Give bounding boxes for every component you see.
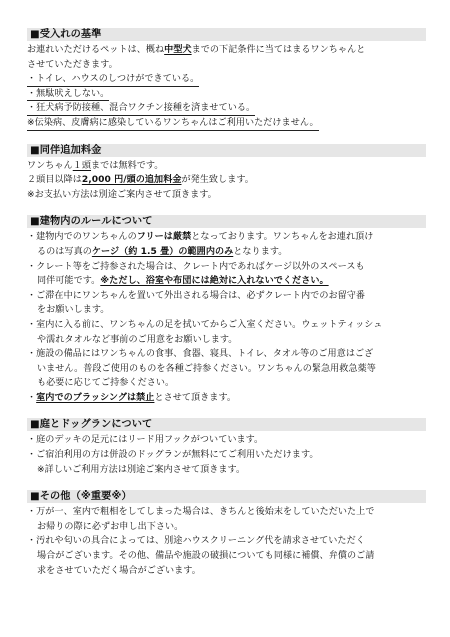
text-line bbox=[27, 289, 426, 304]
line-text bbox=[27, 117, 319, 131]
text-span: ・狂犬病予防接種、混合ワクチン接種を済ませている。 bbox=[27, 103, 256, 114]
line-text bbox=[37, 276, 329, 286]
emphasis-text: 2,000 円/頭の追加料金 bbox=[81, 175, 182, 186]
section-heading: ■その他（※重要※） bbox=[27, 490, 426, 503]
text-span: いません。普段ご使用のものを各種ご持参ください。ワンちゃんの緊急用救急薬等 bbox=[37, 363, 376, 374]
text-span: ・ご宿泊利用の方は併設のドッグランが無料にてご利用いただけます。 bbox=[27, 450, 319, 461]
line-text bbox=[27, 320, 382, 330]
line-text bbox=[27, 291, 365, 301]
text-line bbox=[27, 333, 426, 348]
text-line bbox=[27, 230, 426, 245]
text-span: や濡れタオルなど事前のご用意をお願いします。 bbox=[37, 334, 238, 345]
text-span: ・万が一、室内で粗相をしてしまった場合は、きちんと後始末をしていただいた上で bbox=[27, 507, 375, 518]
line-text bbox=[37, 551, 374, 561]
line-text bbox=[27, 507, 374, 517]
text-line bbox=[27, 245, 426, 260]
section-heading: ■庭とドッグランについて bbox=[27, 418, 426, 431]
emphasis-text: ケージ（約 1.5 畳）の範囲内のみ bbox=[91, 246, 234, 257]
emphasis-text: 中型犬 bbox=[164, 45, 192, 55]
emphasis-text: ※ただし、浴室や布団には絶対に入れないでください。 bbox=[100, 276, 329, 287]
text-span: るのは写真の bbox=[37, 246, 92, 257]
line-text bbox=[37, 335, 237, 345]
text-line bbox=[27, 376, 426, 391]
text-line bbox=[27, 463, 426, 478]
emphasis-text: フリーは厳禁 bbox=[136, 232, 192, 243]
line-text bbox=[27, 73, 199, 87]
text-span: をお願いします。 bbox=[37, 305, 110, 316]
line-text bbox=[37, 465, 245, 475]
text-line bbox=[27, 303, 426, 318]
section bbox=[27, 418, 426, 477]
text-line bbox=[27, 433, 426, 448]
line-text bbox=[37, 247, 287, 257]
section-heading: ■受入れの基準 bbox=[27, 28, 426, 41]
section-heading: ■同伴追加料金 bbox=[27, 144, 426, 157]
text-span: が発生致します。 bbox=[181, 175, 254, 186]
text-span: １頭 bbox=[72, 160, 92, 171]
text-span: ・ご滞在中にワンちゃんを置いて外出される場合は、必ずクレート内でのお留守番 bbox=[27, 290, 366, 301]
line-text bbox=[27, 102, 255, 116]
text-span: させていただきます。 bbox=[27, 59, 118, 70]
text-line bbox=[27, 347, 426, 362]
section bbox=[27, 490, 426, 578]
text-line bbox=[27, 318, 426, 333]
text-line bbox=[27, 87, 426, 102]
text-span: ※お支払い方法は別途ご案内させて頂きます。 bbox=[27, 189, 217, 200]
text-line bbox=[27, 116, 426, 131]
line-text bbox=[27, 393, 236, 403]
text-span: ・庭のデッキの足元にはリード用フックがついています。 bbox=[27, 435, 264, 446]
text-line bbox=[27, 564, 426, 579]
text-span: ２頭目以降は bbox=[27, 175, 82, 186]
line-text bbox=[27, 161, 163, 171]
text-span: ・無駄吠えしない。 bbox=[27, 88, 110, 99]
line-text bbox=[37, 305, 109, 315]
text-span: ・クレート等をご持参された場合は、クレート内であればケージ以外のスペースも bbox=[27, 261, 365, 272]
text-span: お帰りの際に必ずお申し出下さい。 bbox=[37, 521, 184, 532]
text-line bbox=[27, 260, 426, 275]
text-line bbox=[27, 159, 426, 174]
line-text bbox=[27, 536, 365, 546]
line-text bbox=[27, 60, 118, 70]
text-line bbox=[27, 448, 426, 463]
text-span: ・ bbox=[27, 392, 37, 403]
line-text bbox=[27, 45, 365, 55]
line-text bbox=[27, 349, 373, 359]
text-span: ・汚れや匂いの具合によっては、別途ハウスクリーニング代を請求させていただく bbox=[27, 536, 365, 547]
text-line bbox=[27, 520, 426, 535]
text-span: とさせて頂きます。 bbox=[154, 392, 237, 403]
text-span: 場合がございます。その他、備品や施設の破損についても同様に補償、弁償のご請 bbox=[37, 551, 375, 562]
text-line bbox=[27, 274, 426, 289]
line-text bbox=[37, 522, 183, 532]
text-line bbox=[27, 391, 426, 406]
line-text bbox=[37, 378, 174, 388]
text-span: お連れいただけるペットは、概ね bbox=[27, 45, 165, 55]
emphasis-text: 室内でのブラッシングは禁止 bbox=[36, 392, 155, 403]
line-text bbox=[27, 190, 217, 200]
section bbox=[27, 144, 426, 203]
text-line bbox=[27, 549, 426, 564]
text-span: ・建物内でのワンちゃんの bbox=[27, 232, 137, 243]
text-span: ・施設の備品にはワンちゃんの食事、食器、寝具、トイレ、タオル等のご用意はござ bbox=[27, 349, 374, 360]
text-span: 求をさせていただく場合がございます。 bbox=[37, 565, 201, 576]
line-text bbox=[27, 88, 109, 102]
text-span: ・室内に入る前に、ワンちゃんの足を拭いてからご入室ください。ウェットティッシュ bbox=[27, 319, 383, 330]
text-span: も必要に応じてご持参ください。 bbox=[37, 378, 175, 389]
text-span: までの下記条件に当てはまるワンちゃんと bbox=[191, 45, 366, 55]
line-text bbox=[27, 435, 263, 445]
section-heading: ■建物内のルールについて bbox=[27, 215, 426, 228]
text-span: ・トイレ、ハウスのしつけができている。 bbox=[27, 74, 200, 85]
text-line bbox=[27, 58, 426, 73]
text-line bbox=[27, 505, 426, 520]
text-line bbox=[27, 43, 426, 58]
text-line bbox=[27, 72, 426, 87]
text-span: となっております。ワンちゃんをお連れ頂け bbox=[191, 232, 374, 243]
text-span: までは無料です。 bbox=[91, 160, 164, 171]
text-line bbox=[27, 534, 426, 549]
line-text bbox=[37, 566, 201, 576]
line-text bbox=[27, 450, 319, 460]
section bbox=[27, 215, 426, 405]
text-span: 同伴可能です。 bbox=[37, 276, 101, 287]
text-line bbox=[27, 188, 426, 203]
section bbox=[27, 28, 426, 131]
line-text bbox=[27, 262, 365, 272]
text-line bbox=[27, 101, 426, 116]
text-span: となります。 bbox=[233, 246, 288, 257]
text-span: ※詳しいご利用方法は別途ご案内させて頂きます。 bbox=[37, 464, 246, 475]
text-span: ワンちゃん bbox=[27, 160, 73, 171]
line-text bbox=[27, 232, 373, 242]
text-line bbox=[27, 173, 426, 188]
line-text bbox=[27, 175, 254, 185]
line-text bbox=[37, 364, 376, 374]
text-line bbox=[27, 362, 426, 377]
text-span: ※伝染病、皮膚病に感染しているワンちゃんはご利用いただけません。 bbox=[27, 117, 319, 128]
